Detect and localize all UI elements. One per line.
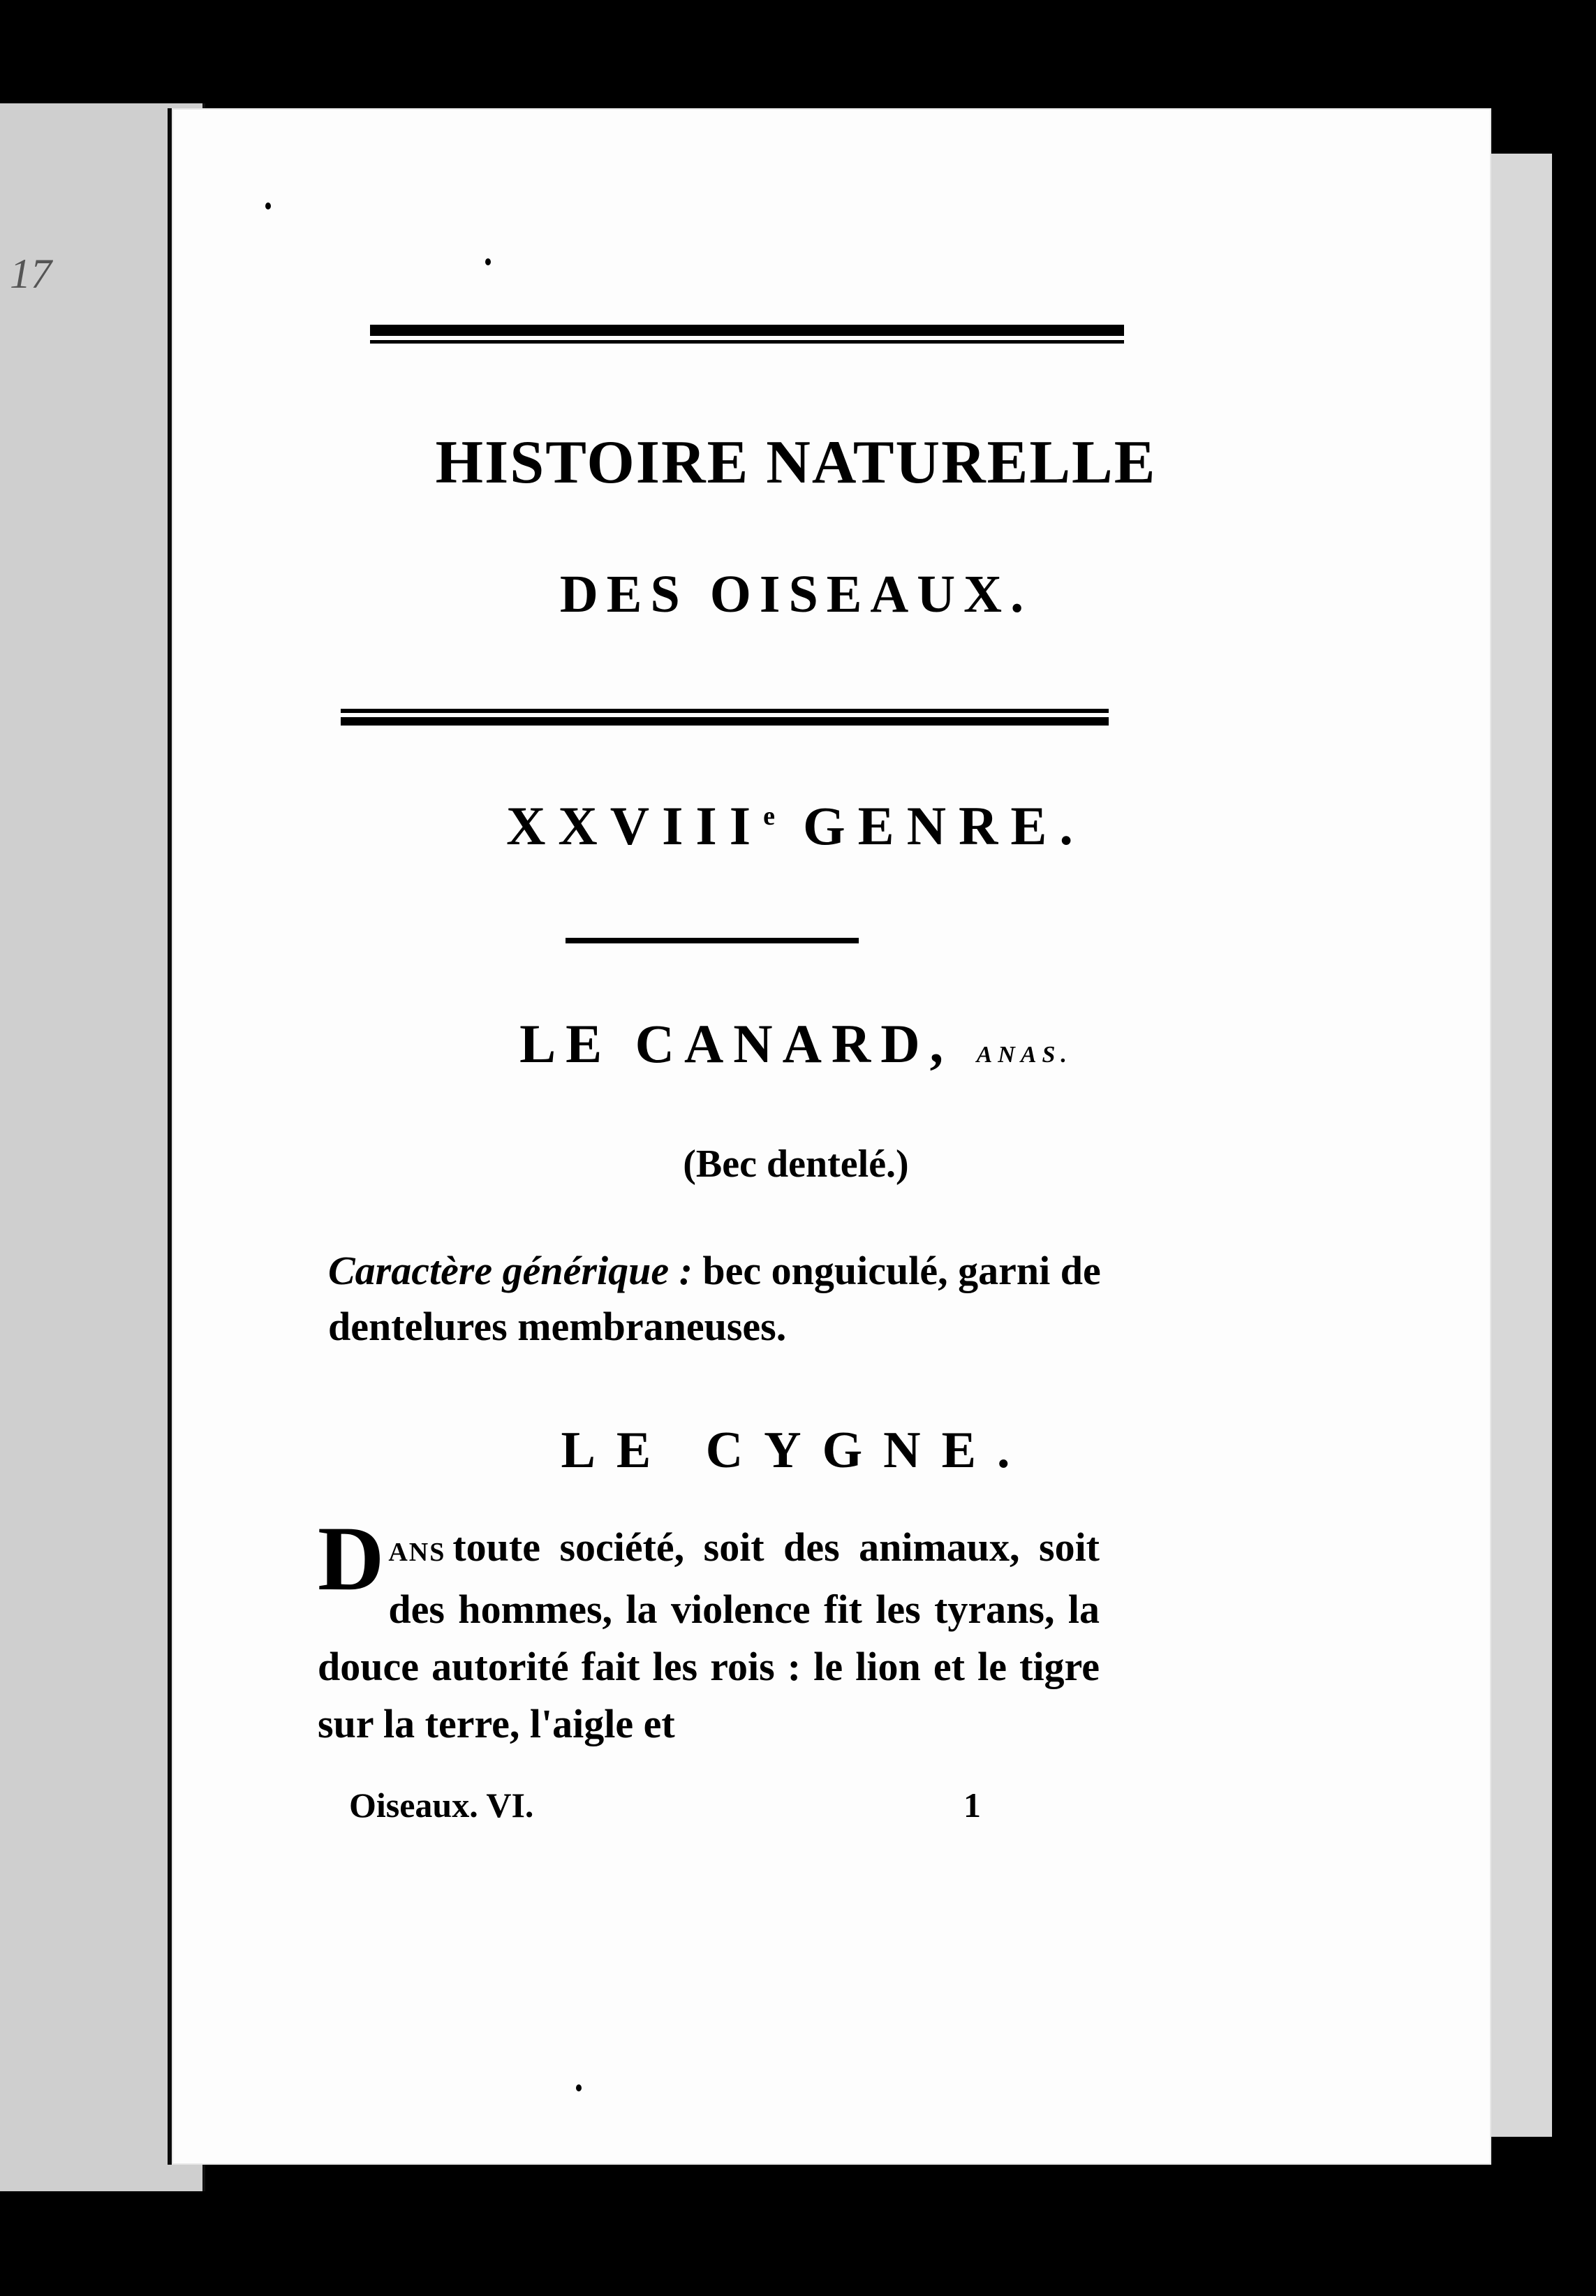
section-subtitle: (Bec dentelé.): [683, 1142, 909, 1186]
generic-character: [328, 1243, 1166, 1355]
signature-mark: Oiseaux. VI.: [349, 1786, 534, 1825]
header-rule-thick: [370, 325, 1124, 346]
ink-speck: [576, 2084, 582, 2091]
book-page: [168, 108, 1491, 2165]
ink-speck: [265, 203, 271, 209]
species-heading: LE CYGNE.: [561, 1422, 1031, 1479]
genre-label: GENRE.: [803, 795, 1086, 856]
section-rule: [566, 938, 859, 943]
genre-heading: [237, 795, 1354, 858]
genre-superscript: e: [763, 802, 776, 831]
ink-speck: [485, 258, 491, 265]
section-name: LE CANARD,: [519, 1013, 954, 1074]
section-latin-name: ANAS.: [976, 1042, 1072, 1068]
section-heading: [237, 1013, 1354, 1075]
generic-character-text: bec onguiculé, garni de dentelures membraneuses.: [328, 1248, 1101, 1349]
genre-numeral: XXVIII: [506, 795, 764, 856]
signature-number: 1: [963, 1786, 981, 1825]
page-footer: [349, 1785, 991, 1825]
page-title-line1: HISTOIRE NATURELLE: [435, 429, 1157, 496]
body-paragraph: [318, 1507, 1100, 1753]
drop-cap: D: [318, 1507, 385, 1610]
margin-mark: 17: [10, 251, 52, 297]
body-text: toute société, soit des animaux, soit des hommes, la violence fit les tyrans, la douce autorité fait les rois : le lion et le tigre sur la terre, l'aigle et: [318, 1524, 1100, 1746]
page-title-line2: DES OISEAUX.: [559, 565, 1033, 624]
small-caps-lead: ANS: [388, 1538, 446, 1567]
header-rule-double: [341, 709, 1109, 727]
generic-character-label: Caractère générique :: [328, 1248, 693, 1293]
